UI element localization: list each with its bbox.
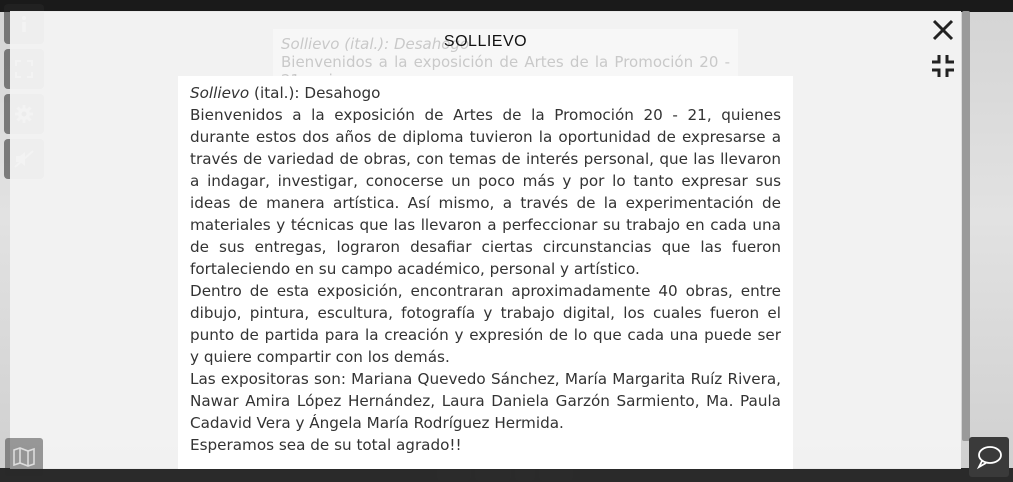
modal-title: SOLLIEVO <box>443 33 528 50</box>
close-button[interactable] <box>930 17 956 43</box>
paragraph-exhibitors: Las expositoras son: Mariana Quevedo Sánchez, María Margarita Ruíz Rivera, Nawar Amira López Hernández, Laura Daniela Garzón Sarmiento, Ma. Paula Cadavid Vera y Ángela María Rodríguez Hermida. <box>190 370 781 432</box>
minimize-icon <box>930 53 956 79</box>
modal-scrollbar[interactable] <box>962 11 970 441</box>
nav-tab-4[interactable] <box>539 469 573 481</box>
paragraph-works: Dentro de esta exposición, encontraran aproximadamente 40 obras, entre dibujo, pintura, escultura, fotografía y trabajo digital, los cuales fueron el punto de partida para la creación y expresión de lo que cada una puede ser y quiere compartir con los demás. <box>190 282 781 366</box>
map-button[interactable] <box>5 438 43 476</box>
close-icon <box>930 17 956 43</box>
description-panel <box>178 76 793 469</box>
term: Sollievo <box>190 84 250 102</box>
ghost-line-1: Sollievo (ital.): Desahogo <box>281 35 470 53</box>
nav-tab-2[interactable] <box>475 469 511 481</box>
chat-button[interactable] <box>969 437 1009 477</box>
chat-icon <box>974 442 1004 472</box>
map-icon <box>12 445 36 469</box>
exit-fullscreen-button[interactable] <box>930 53 956 79</box>
nav-tab-1[interactable] <box>437 469 471 481</box>
ghost-line-2: Bienvenidos a la exposición de Artes de la Promoción 20 - <box>281 53 730 71</box>
definition: (ital.): Desahogo <box>249 84 381 102</box>
paragraph-welcome: Bienvenidos a la exposición de Artes de la Promoción 20 - 21, quienes durante estos dos años de diploma tuvieron la oportunidad de expresarse a través de variedad de obras, con temas de interés personal, que las llevaron a indagar, investigar, conocerse un poco más y por lo tanto expresar sus ideas de manera artística. Así mismo, a través de la experimentación de materiales y técnicas que las llevaron a perfeccionar su trabajo en cada una de sus entregas, lograron desafiar ciertas circunstancias que las fueron fortaleciendo en su campo académico, personal y artístico. <box>190 106 781 278</box>
title-line <box>190 82 781 104</box>
info-modal <box>10 11 961 469</box>
paragraph-closing: Esperamos sea de su total agrado!! <box>190 436 462 454</box>
nav-tab-3[interactable] <box>515 469 535 481</box>
